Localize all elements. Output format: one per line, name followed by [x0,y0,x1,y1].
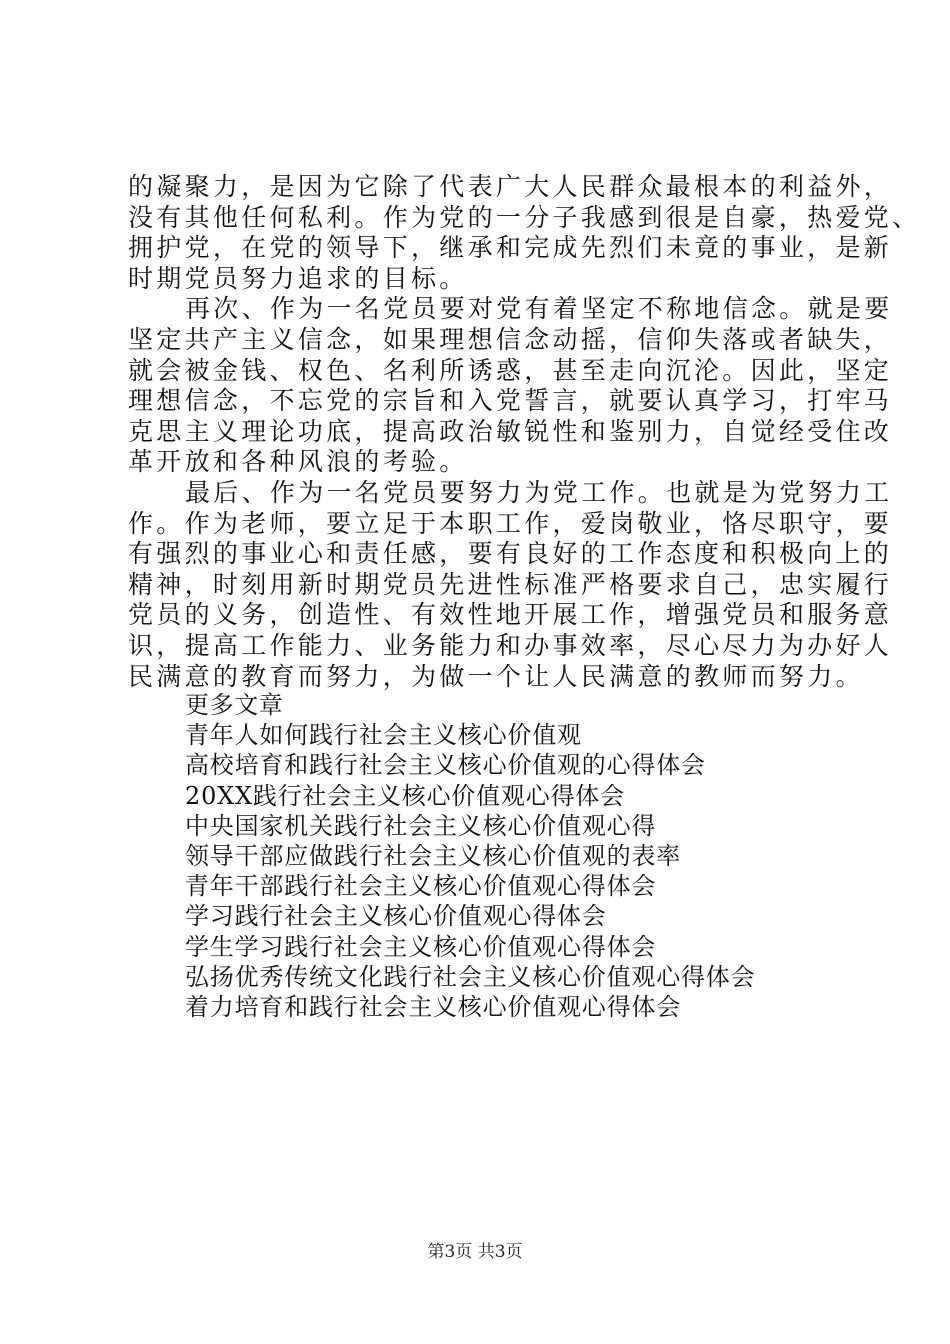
more-article-item [185,720,825,750]
paragraph-line: 再次、作为一名党员要对党有着坚定不称地信念。就是要 [185,294,893,324]
more-article-item [185,781,825,811]
paragraph-line: 的凝聚力，是因为它除了代表广大人民群众最根本的利益外， [128,172,893,201]
page-footer: 第3页 共3页 [427,1242,523,1262]
more-article-link[interactable]: 中央国家机关践行社会主义核心价值观心得 [185,811,657,840]
more-article-item [185,750,825,780]
paragraph-line: 拥护党，在党的领导下，继承和完成先烈们未竟的事业，是新 [128,233,893,263]
more-article-item [185,871,825,901]
paragraph-line: 精神，时刻用新时期党员先进性标准严格要求自己，忠实履行 [128,569,893,599]
paragraph-line: 没有其他任何私利。作为党的一分子我感到很是自豪，热爱党、 [128,202,921,232]
more-article-item [185,992,825,1022]
paragraph-line: 坚定共产主义信念，如果理想信念动摇，信仰失落或者缺失， [128,324,893,354]
more-article-link[interactable]: 20XX践行社会主义核心价值观心得体会 [185,781,625,810]
paragraph-line: 识，提高工作能力、业务能力和办事效率，尽心尽力为办好人 [128,630,893,660]
paragraph-line: 作。作为老师，要立足于本职工作，爱岗敬业，恪尽职守，要 [128,508,893,538]
more-article-item [185,811,825,841]
more-article-link[interactable]: 高校培育和践行社会主义核心价值观的心得体会 [185,751,706,780]
more-article-link[interactable]: 青年干部践行社会主义核心价值观心得体会 [185,872,657,901]
more-article-item [185,932,825,962]
paragraph-line: 时期党员努力追求的目标。 [128,263,468,293]
body-text [128,172,921,692]
more-articles-section [185,690,825,1022]
paragraph-line: 革开放和各种风浪的考验。 [128,447,468,477]
paragraph-line: 有强烈的事业心和责任感，要有良好的工作态度和积极向上的 [128,539,893,569]
paragraph-line: 理想信念，不忘党的宗旨和入党誓言，就要认真学习，打牢马 [128,386,893,416]
more-article-item [185,901,825,931]
more-article-item [185,962,825,992]
paragraph-line: 就会被金钱、权色、名利所诱惑，甚至走向沉沦。因此，坚定 [128,355,893,385]
more-article-link[interactable]: 青年人如何践行社会主义核心价值观 [185,721,582,750]
more-article-item [185,841,825,871]
paragraph-line: 党员的义务，创造性、有效性地开展工作，增强党员和服务意 [128,600,893,630]
paragraph-line: 最后、作为一名党员要努力为党工作。也就是为党努力工 [185,477,893,507]
more-articles-heading: 更多文章 [185,691,284,719]
paragraph-line: 克思主义理论功底，提高政治敏锐性和鉴别力，自觉经受住改 [128,416,893,446]
more-article-link[interactable]: 着力培育和践行社会主义核心价值观心得体会 [185,992,681,1021]
paragraph-line: 民满意的教育而努力，为做一个让人民满意的教师而努力。 [128,661,864,691]
more-article-link[interactable]: 学生学习践行社会主义核心价值观心得体会 [185,932,657,961]
more-article-link[interactable]: 领导干部应做践行社会主义核心价值观的表率 [185,841,681,870]
more-article-link[interactable]: 学习践行社会主义核心价值观心得体会 [185,902,607,931]
more-article-link[interactable]: 弘扬优秀传统文化践行社会主义核心价值观心得体会 [185,962,756,991]
